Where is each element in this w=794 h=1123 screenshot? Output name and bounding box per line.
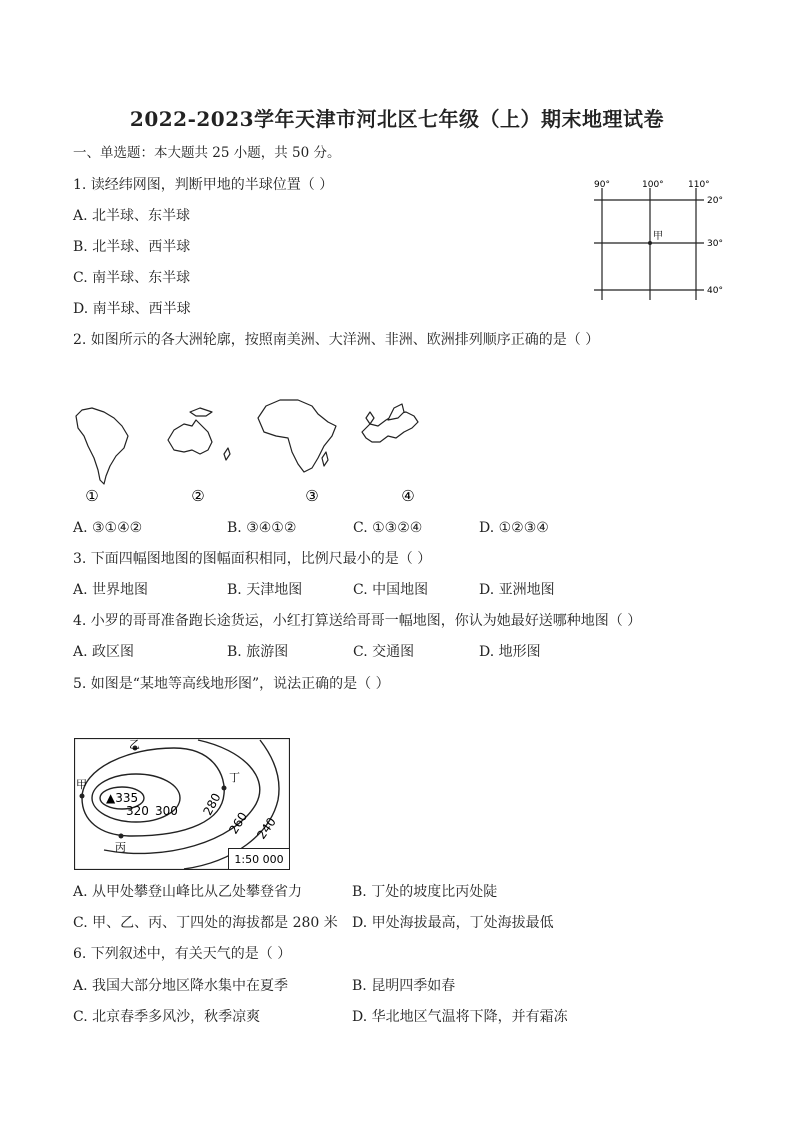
question-2-option-b: B. ③④①② bbox=[227, 520, 297, 536]
lat-label-40: 40° bbox=[707, 286, 723, 296]
lat-lon-grid-figure bbox=[590, 176, 730, 304]
lon-label-110: 110° bbox=[688, 180, 710, 190]
question-4-option-c: C. 交通图 bbox=[353, 644, 415, 660]
british-isles-outline bbox=[366, 412, 374, 424]
question-6-option-c: C. 北京春季多风沙，秋季凉爽 bbox=[73, 1009, 261, 1025]
contour-label-320: 320 bbox=[126, 804, 149, 818]
question-2-stem: 2. 如图所示的各大洲轮廓，按照南美洲、大洋洲、非洲、欧洲排列顺序正确的是（ ） bbox=[73, 332, 600, 348]
point-jia bbox=[648, 241, 652, 245]
question-3-option-d: D. 亚洲地图 bbox=[479, 582, 555, 598]
question-5-option-d: D. 甲处海拔最高，丁处海拔最低 bbox=[352, 915, 554, 931]
question-6-option-d: D. 华北地区气温将下降，并有霜冻 bbox=[352, 1009, 568, 1025]
question-1-option-d: D. 南半球、西半球 bbox=[73, 301, 191, 317]
question-5-option-c: C. 甲、乙、丙、丁四处的海拔都是 280 米 bbox=[73, 915, 338, 931]
question-4-option-b: B. 旅游图 bbox=[227, 644, 289, 660]
section-heading: 一、单选题：本大题共 25 小题，共 50 分。 bbox=[73, 145, 341, 161]
question-6-stem: 6. 下列叙述中，有关天气的是（ ） bbox=[73, 946, 292, 962]
question-2-option-a: A. ③①④② bbox=[73, 520, 143, 536]
continent-label-3: ③ bbox=[305, 487, 319, 505]
question-3-option-b: B. 天津地图 bbox=[227, 582, 303, 598]
question-5-stem: 5. 如图是“某地等高线地形图”，说法正确的是（ ） bbox=[73, 676, 390, 692]
point-yi-label: 乙 bbox=[129, 738, 140, 751]
question-6-option-a: A. 我国大部分地区降水集中在夏季 bbox=[73, 978, 289, 994]
new-guinea-outline bbox=[190, 408, 212, 416]
lat-label-20: 20° bbox=[707, 196, 723, 206]
australia-outline bbox=[168, 420, 212, 454]
question-4-option-d: D. 地形图 bbox=[479, 644, 541, 660]
contour-label-280: 280 bbox=[200, 790, 224, 818]
point-bing bbox=[119, 834, 124, 839]
peak-label: ▲335 bbox=[106, 791, 139, 805]
point-ding-label: 丁 bbox=[229, 771, 240, 784]
continent-label-2: ② bbox=[191, 487, 205, 505]
contour-map-figure bbox=[74, 738, 290, 870]
continents-figure bbox=[66, 392, 436, 507]
south-america-outline bbox=[76, 408, 128, 484]
point-jia bbox=[80, 794, 85, 799]
question-1-option-c: C. 南半球、东半球 bbox=[73, 270, 191, 286]
question-1-option-b: B. 北半球、西半球 bbox=[73, 239, 191, 255]
madagascar-outline bbox=[322, 452, 328, 466]
point-jia-label: 甲 bbox=[653, 231, 663, 242]
question-3-stem: 3. 下面四幅图地图的图幅面积相同，比例尺最小的是（ ） bbox=[73, 551, 432, 567]
question-6-option-b: B. 昆明四季如春 bbox=[352, 978, 456, 994]
lat-label-30: 30° bbox=[707, 239, 723, 249]
continent-label-4: ④ bbox=[401, 487, 415, 505]
question-2-option-c: C. ①③②④ bbox=[353, 520, 423, 536]
point-jia-label: 甲 bbox=[76, 778, 87, 791]
continent-label-1: ① bbox=[85, 487, 99, 505]
question-4-stem: 4. 小罗的哥哥准备跑长途货运，小红打算送给哥哥一幅地图，你认为她最好送哪种地图（ ） bbox=[73, 613, 642, 629]
new-zealand-outline bbox=[224, 448, 230, 460]
question-2-option-d: D. ①②③④ bbox=[479, 520, 549, 536]
page-title: 2022-2023学年天津市河北区七年级（上）期末地理试卷 bbox=[129, 107, 665, 131]
lon-label-90: 90° bbox=[594, 180, 610, 190]
contour-label-260: 260 bbox=[226, 809, 251, 837]
contour-label-300: 300 bbox=[155, 804, 178, 818]
question-5-option-a: A. 从甲处攀登山峰比从乙处攀登省力 bbox=[73, 884, 303, 900]
question-1-stem: 1. 读经纬网图，判断甲地的半球位置（ ） bbox=[73, 177, 334, 193]
question-3-option-c: C. 中国地图 bbox=[353, 582, 429, 598]
lon-label-100: 100° bbox=[642, 180, 664, 190]
scale-label: 1:50 000 bbox=[234, 853, 284, 866]
question-3-option-a: A. 世界地图 bbox=[73, 582, 149, 598]
question-5-option-b: B. 丁处的坡度比丙处陡 bbox=[352, 884, 498, 900]
contour-label-240: 240 bbox=[254, 814, 279, 842]
question-1-option-a: A. 北半球、东半球 bbox=[73, 208, 191, 224]
point-ding bbox=[222, 786, 227, 791]
question-4-option-a: A. 政区图 bbox=[73, 644, 135, 660]
point-bing-label: 丙 bbox=[115, 841, 126, 854]
